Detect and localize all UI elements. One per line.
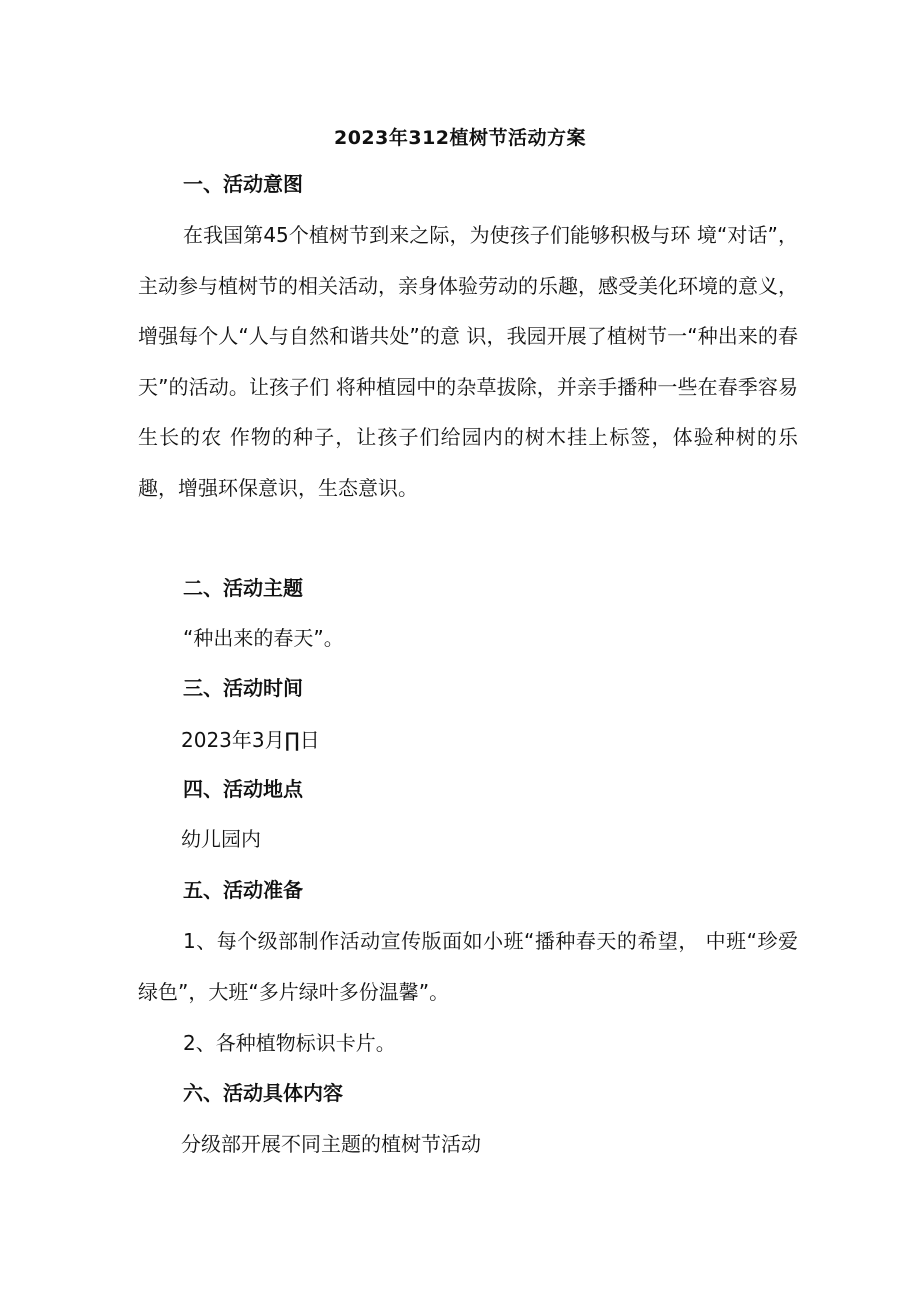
section-heading-theme: 二、活动主题 [183,576,303,600]
section-heading-preparation: 五、活动准备 [183,878,303,902]
section-body-location: 幼儿园内 [181,827,261,851]
section-body-time: 2023年3月∏日 [181,728,320,752]
section-heading-purpose: 一、活动意图 [183,172,303,196]
section-body-content: 分级部开展不同主题的植树节活动 [181,1132,481,1156]
section-body-theme: “种出来的春天”。 [183,626,344,650]
section-heading-content: 六、活动具体内容 [183,1081,343,1105]
section-body-purpose: 在我国第45个植树节到来之际，为使孩子们能够积极与环 境“对话”，主动参与植树节的相关活动，亲身体验劳动的乐趣，感受美化环境的意义，增强每个人“人与自然和谐共处”的意 识，我园开展了植树节一“种出来的春天”的活动。让孩子们 将种植园中的杂草拔除，并亲手播种一些在春季容易生长的农 作物的种子，让孩子们给园内的树木挂上标签，体验种树的乐 趣，增强环保意识，生态意识。 [138,223,798,500]
preparation-item-2: 2、各种植物标识卡片。 [183,1031,396,1055]
section-heading-location: 四、活动地点 [183,777,303,801]
document-title: 2023年312植树节活动方案 [333,127,587,149]
section-heading-time: 三、活动时间 [183,676,303,700]
preparation-item-1: 1、每个级部制作活动宣传版面如小班“播种春天的希望， 中班“珍爱绿色”，大班“多片绿叶多份温馨”。 [138,929,798,1004]
